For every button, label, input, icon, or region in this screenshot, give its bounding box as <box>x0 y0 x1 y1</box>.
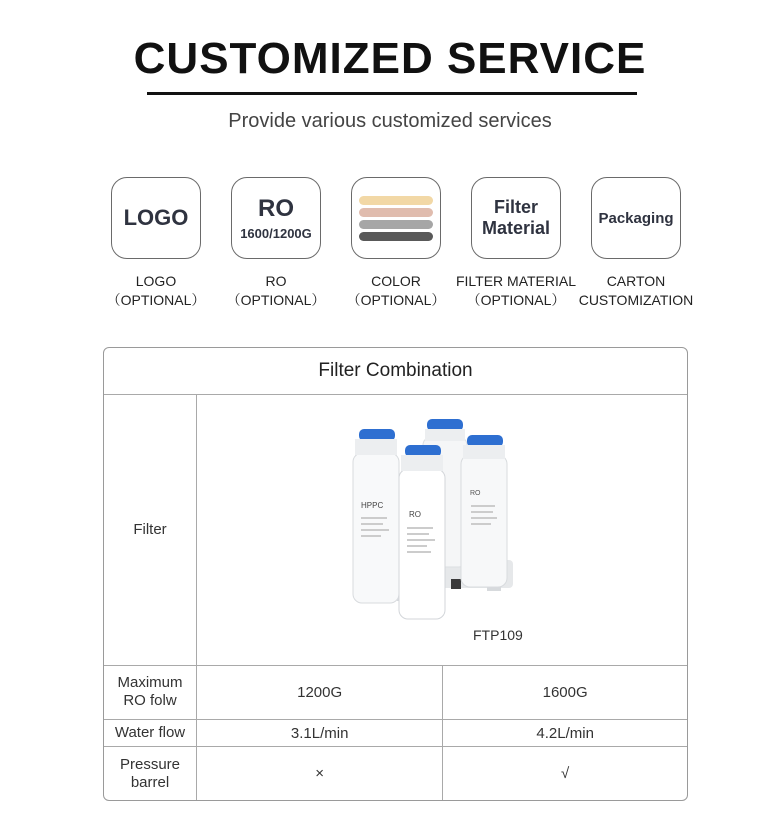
caption-line-2: （OPTIONAL） <box>226 292 326 308</box>
table-row <box>104 747 687 800</box>
service-caption <box>347 272 446 310</box>
row-label-line-1: Maximum <box>117 674 183 692</box>
swatch-pink <box>359 208 433 217</box>
ro-box-text: RO <box>258 194 294 222</box>
table-heading: Filter Combination <box>104 348 687 395</box>
packaging-icon-box <box>591 177 681 259</box>
filter-combination-table <box>103 347 688 801</box>
row-label-line-1: Pressure <box>119 755 181 773</box>
service-caption <box>456 272 576 310</box>
caption-line-2: （OPTIONAL） <box>106 292 206 308</box>
row-label <box>104 666 197 720</box>
filter-material-icon-box <box>471 177 561 259</box>
service-logo <box>96 177 216 310</box>
table-row <box>104 666 687 720</box>
row-label-line-2: barrel <box>130 773 170 791</box>
table-row <box>104 719 687 747</box>
swatch-gray <box>359 220 433 229</box>
swatch-dark-gray <box>359 232 433 241</box>
page-title: CUSTOMIZED SERVICE <box>133 34 647 83</box>
fm-box-text-2: Material <box>481 218 551 238</box>
filter-image-cell <box>197 395 688 666</box>
page-subtitle: Provide various customized services <box>228 110 552 132</box>
filter-label: Filter <box>104 395 197 666</box>
service-filter-material <box>456 177 576 310</box>
cartridge-label-left: HPPC <box>361 501 384 510</box>
service-ro <box>216 177 336 310</box>
row-label: Water flow <box>104 719 197 747</box>
service-color <box>336 177 456 310</box>
service-packaging <box>576 177 696 310</box>
ro-box-subtext: 1600/1200G <box>240 225 312 241</box>
logo-icon-box <box>111 177 201 259</box>
caption-line-2: CUSTOMIZATION <box>578 292 694 308</box>
cartridge-label-right: RO <box>470 490 481 497</box>
color-swatch-icon <box>351 177 441 259</box>
table-cell: 4.2L/min <box>443 719 687 747</box>
service-caption <box>579 272 694 310</box>
ro-icon-box <box>231 177 321 259</box>
caption-line-1: CARTON <box>606 273 666 289</box>
table-cell: √ <box>443 747 687 800</box>
table-cell: 3.1L/min <box>197 719 443 747</box>
cartridge-label-middle: RO <box>409 510 421 519</box>
caption-line-1: FILTER MATERIAL <box>455 273 577 289</box>
model-number: FTP109 <box>473 627 523 643</box>
color-swatches <box>359 196 433 241</box>
logo-box-text: LOGO <box>123 205 189 230</box>
title-underline <box>147 92 637 95</box>
filter-cartridges-image <box>347 415 527 625</box>
fm-box-text-1: Filter <box>493 197 538 217</box>
caption-line-2: （OPTIONAL） <box>346 292 446 308</box>
swatch-cream <box>359 196 433 205</box>
row-label <box>104 747 197 800</box>
table-cell: 1600G <box>443 666 687 720</box>
service-caption <box>227 272 326 310</box>
caption-line-1: COLOR <box>371 273 421 289</box>
packaging-box-text: Packaging <box>598 209 674 227</box>
table-cell: 1200G <box>197 666 443 720</box>
caption-line-1: RO <box>265 273 287 289</box>
service-caption <box>107 272 206 310</box>
service-options <box>96 177 696 310</box>
caption-line-1: LOGO <box>135 273 177 289</box>
table-cell: × <box>197 747 443 800</box>
caption-line-2: （OPTIONAL） <box>466 292 566 308</box>
row-label-line-2: RO folw <box>123 692 177 710</box>
